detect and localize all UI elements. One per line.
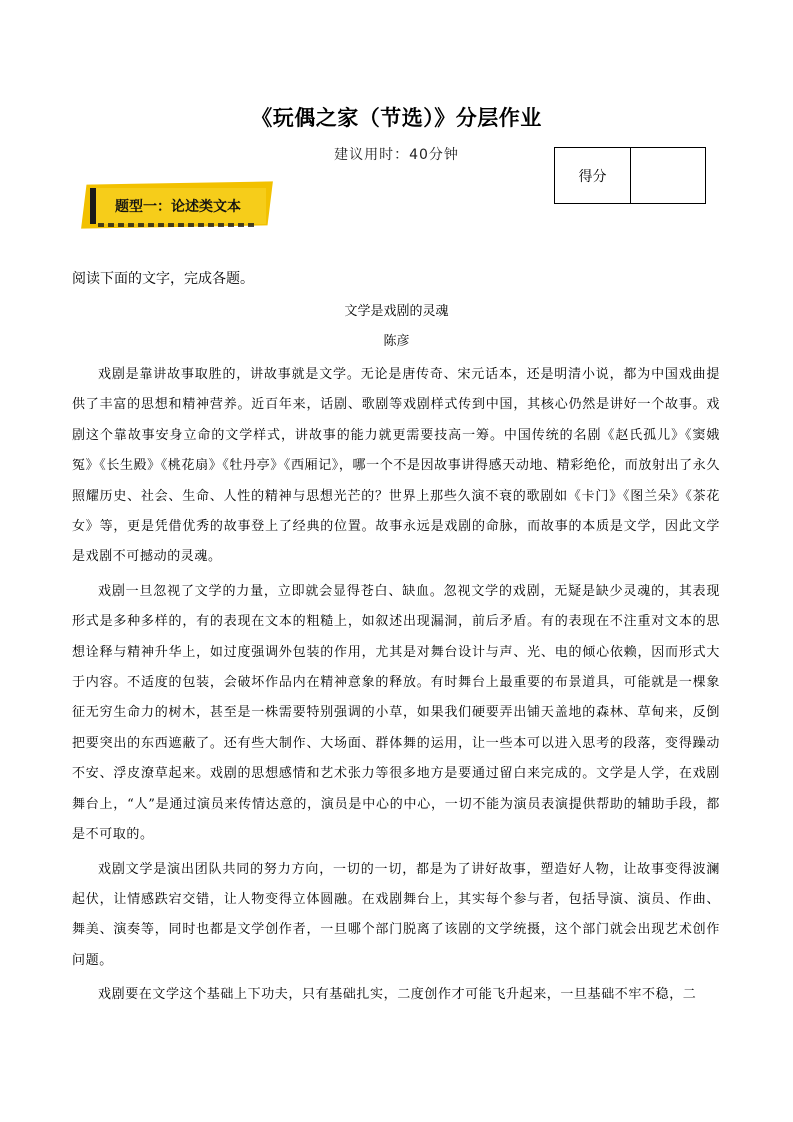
- article-paragraph: 戏剧一旦忽视了文学的力量，立即就会显得苍白、缺血。忽视文学的戏剧，无疑是缺少灵魂的，其表现形式是多种多样的，有的表现在文本的粗糙上，如叙述出现漏洞，前后矛盾。有的表现在不注重对文本的思想诠释与精神升华上，如过度强调外包装的作用，尤其是对舞台设计与声、光、电的倾心依赖，因而形式大于内容。不适度的包装，会破坏作品内在精神意象的释放。有时舞台上最重要的布景道具，可能就是一棵象征无穷生命力的树木，甚至是一株需要特别强调的小草，如果我们硬要弄出铺天盖地的森林、草甸来，反倒把要突出的东西遮蔽了。还有些大制作、大场面、群体舞的运用，让一些本可以进入思考的段落，变得躁动不安、浮皮潦草起来。戏剧的思想感情和艺术张力等很多地方是要通过留白来完成的。文学是人学，在戏剧舞台上，“人”是通过演员来传情达意的，演员是中心的中心，一切不能为演员表演提供帮助的辅助手段，都是不可取的。: [72, 583, 720, 843]
- score-value-field[interactable]: [631, 148, 705, 203]
- section-banner-label: 题型一：论述类文本: [115, 199, 241, 215]
- article-paragraph: 戏剧要在文学这个基础上下功夫，只有基础扎实，二度创作才可能飞升起来，一旦基础不牢不稳，二: [98, 987, 697, 1003]
- article-body: [72, 360, 720, 1015]
- page-title: 《玩偶之家（节选）》分层作业: [251, 106, 542, 130]
- suggested-time: 建议用时：40分钟: [334, 147, 459, 163]
- score-label: 得分: [555, 148, 631, 203]
- article-title: 文学是戏剧的灵魂: [344, 304, 449, 319]
- article-paragraph: 戏剧文学是演出团队共同的努力方向，一切的一切，都是为了讲好故事，塑造好人物，让故事变得波澜起伏，让情感跌宕交错，让人物变得立体圆融。在戏剧舞台上，其实每个参与者，包括导演、演员、作曲、舞美、演奏等，同时也都是文学创作者，一旦哪个部门脱离了该剧的文学统摄，这个部门就会出现艺术创作问题。: [72, 861, 720, 968]
- score-box: [554, 147, 706, 204]
- article-author: 陈彦: [383, 334, 410, 349]
- section-banner: [84, 183, 270, 229]
- reading-instruction: 阅读下面的文字，完成各题。: [72, 271, 254, 287]
- banner-dash-decoration: [98, 223, 258, 227]
- article-paragraph: 戏剧是靠讲故事取胜的，讲故事就是文学。无论是唐传奇、宋元话本，还是明清小说，都为中国戏曲提供了丰富的思想和精神营养。近百年来，话剧、歌剧等戏剧样式传到中国，其核心仍然是讲好一个故事。戏剧这个靠故事安身立命的文学样式，讲故事的能力就更需要技高一筹。中国传统的名剧《赵氏孤儿》《窦娥冤》《长生殿》《桃花扇》《牡丹亭》《西厢记》，哪一个不是因故事讲得感天动地、精彩绝伦，而放射出了永久照耀历史、社会、生命、人性的精神与思想光芒的？世界上那些久演不衰的歌剧如《卡门》《图兰朵》《茶花女》等，更是凭借优秀的故事登上了经典的位置。故事永远是戏剧的命脉，而故事的本质是文学，因此文学是戏剧不可撼动的灵魂。: [72, 367, 720, 565]
